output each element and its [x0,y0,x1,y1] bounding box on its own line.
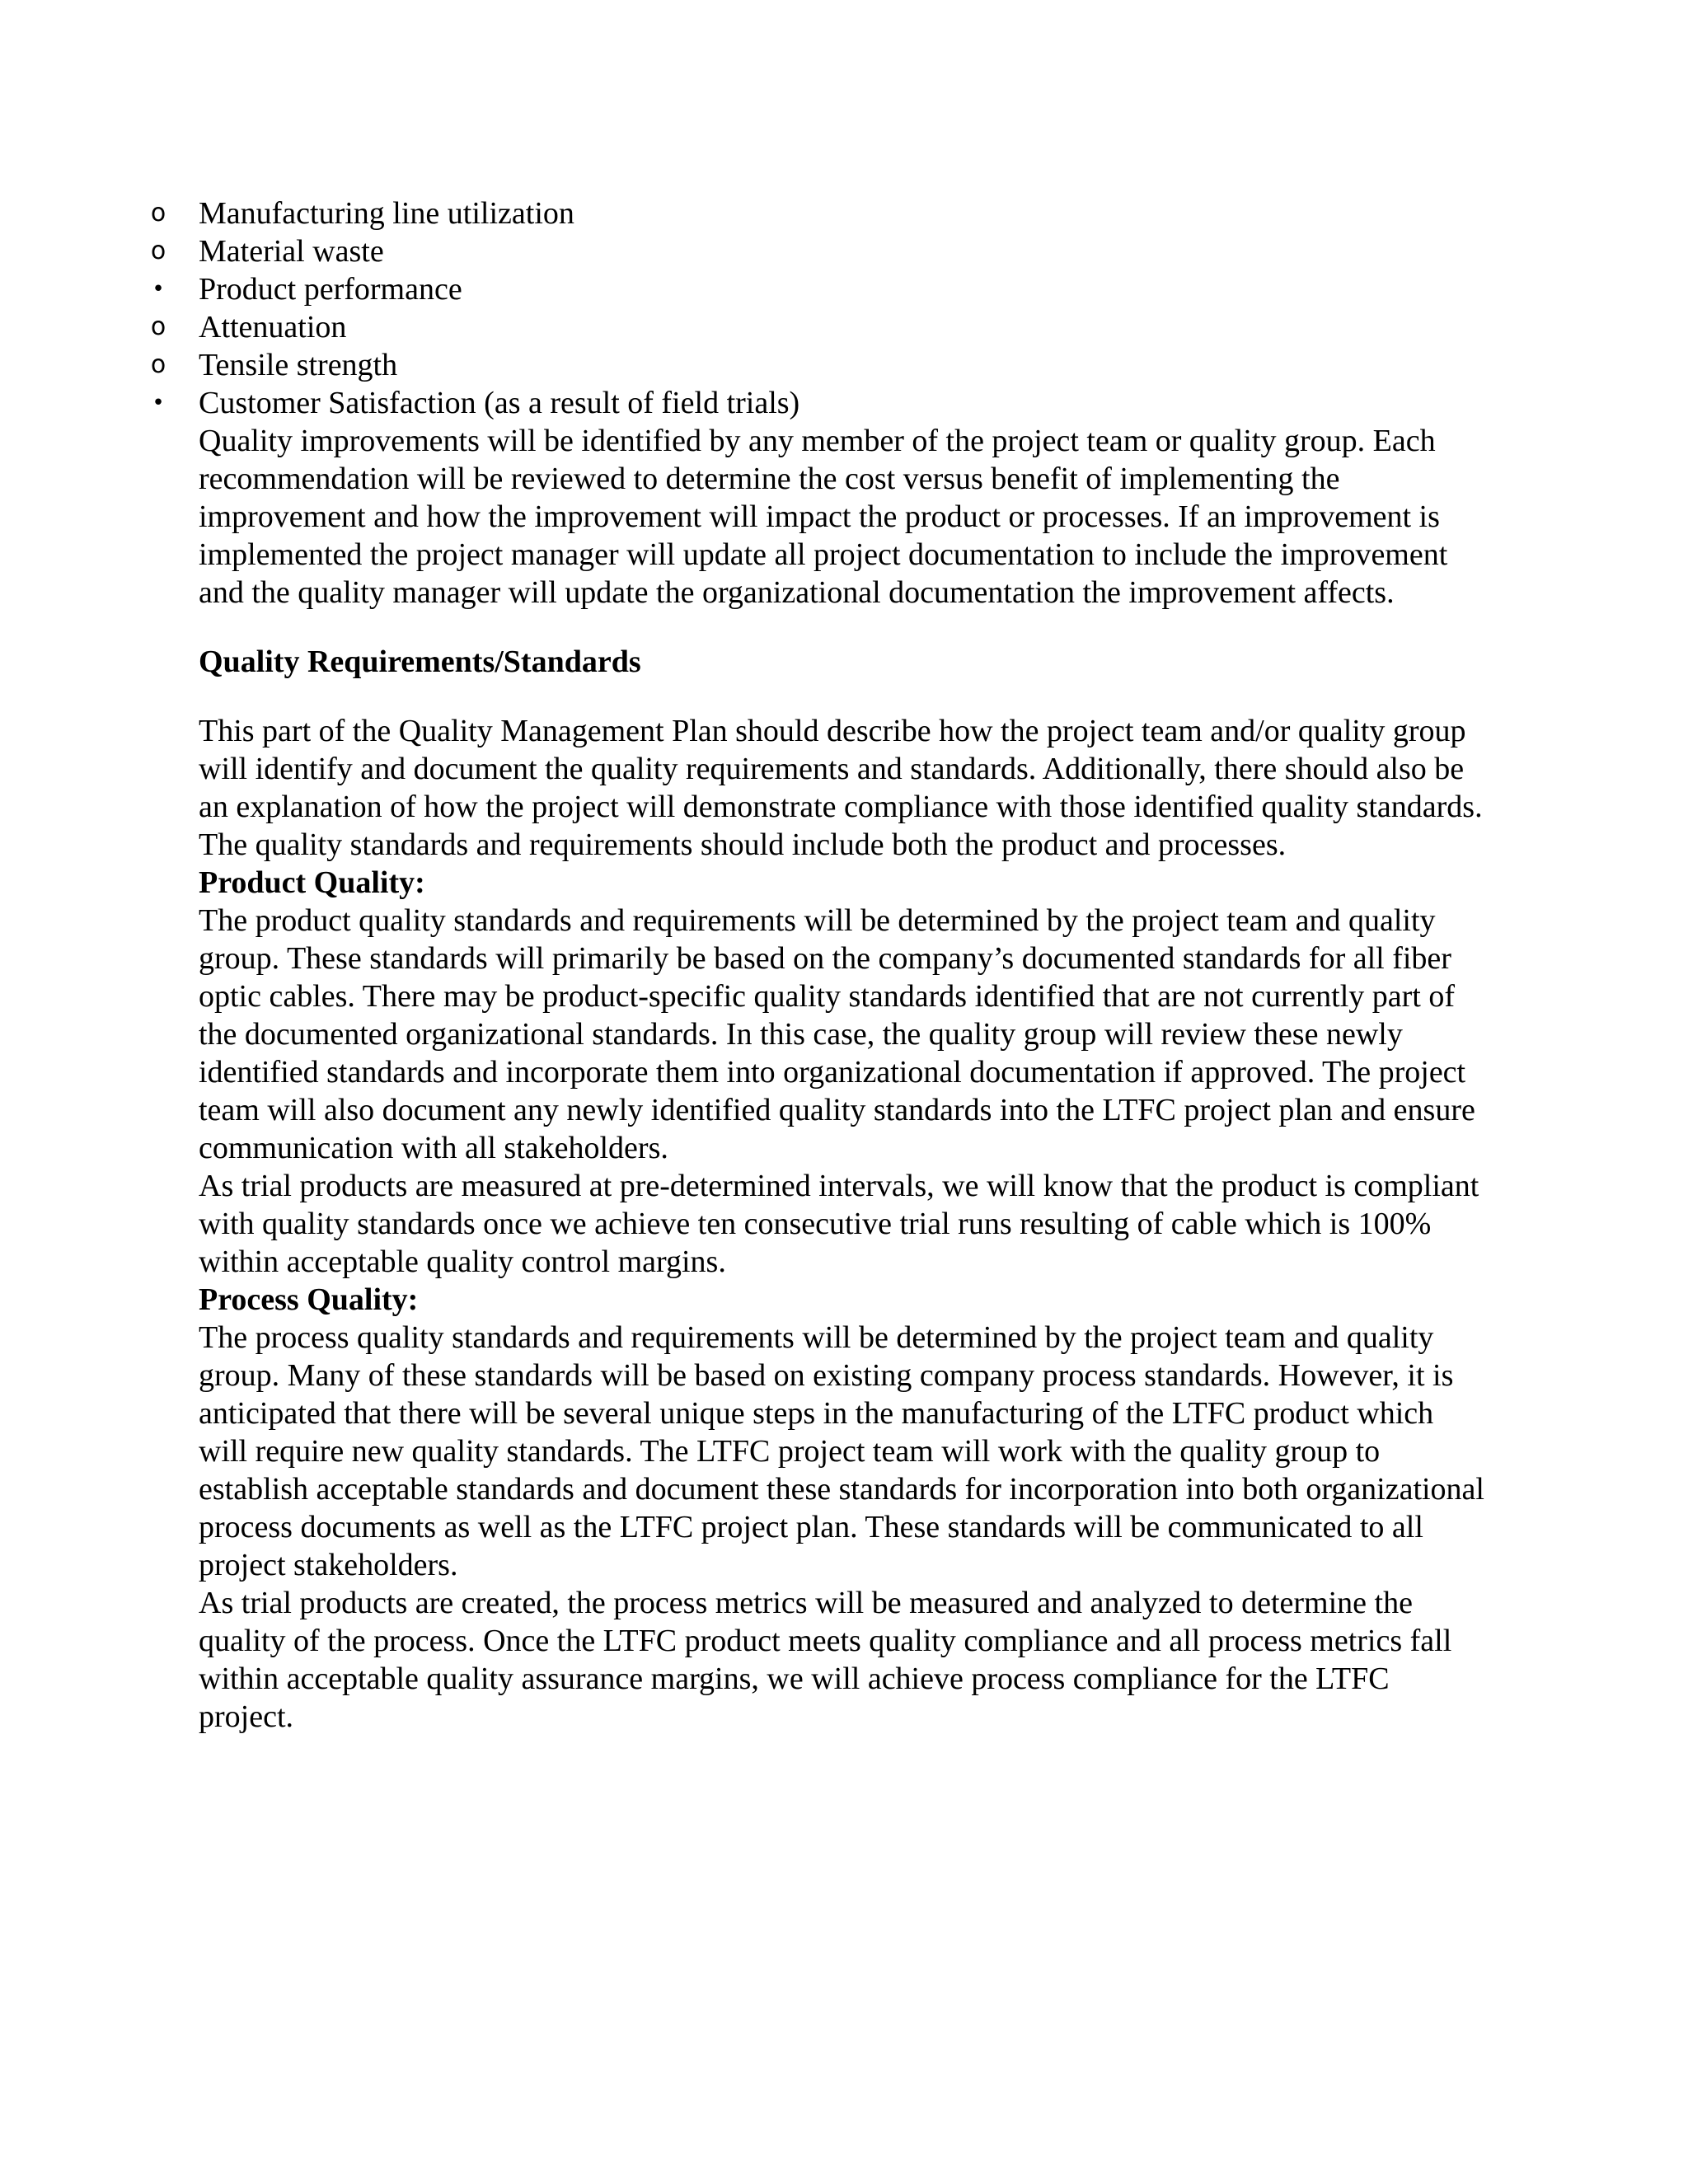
list-item-text: Product performance [199,272,462,307]
list-item [150,346,1484,384]
list-item [150,194,1484,232]
process-quality-heading: Process Quality: [199,1282,419,1317]
solid-bullet-icon: • [152,277,165,302]
list-item-text: Customer Satisfaction (as a result of field trials) [199,386,800,420]
hollow-bullet-icon: o [150,350,166,379]
list-item [152,384,1484,422]
solid-bullet-icon: • [152,391,165,415]
list-item-text: Material waste [199,234,384,269]
section-intro-paragraph: This part of the Quality Management Plan should describe how the project team and/or quality group will identify and document the quality requirements and standards. Additionally, there should also be an explanation of how the project will demonstrate compliance with those identified quality standards. The quality standards and requirements should include both the product and processes. [199,714,1483,862]
product-compliance-paragraph: As trial products are measured at pre-determined intervals, we will know that the product is compliant with quality standards once we achieve ten consecutive trial runs resulting of cable which is 100% within acceptable quality control margins. [199,1169,1479,1279]
improvement-paragraph: Quality improvements will be identified by any member of the project team or quality group. Each recommendation will be reviewed to determine the cost versus benefit of implementing the improvement and how the improvement will impact the product or processes. If an improvement is implemented the project manager will update all project documentation to include the improvement and the quality manager will update the organizational documentation the improvement affects. [199,424,1448,610]
process-quality-paragraph: The process quality standards and requirements will be determined by the project team and quality group. Many of these standards will be based on existing company process standards. However, it is anticipated that there will be several unique steps in the manufacturing of the LTFC product which will require new quality standards. The LTFC project team will work with the quality group to establish acceptable standards and document these standards for incorporation into both organizational process documents as well as the LTFC project plan. These standards will be communicated to all project stakeholders. [199,1320,1484,1582]
section-heading: Quality Requirements/Standards [199,644,641,679]
list-item-text: Tensile strength [199,348,398,382]
process-compliance-paragraph: As trial products are created, the process metrics will be measured and analyzed to determine the quality of the process. Once the LTFC product meets quality compliance and all process metrics fall within acceptable quality assurance margins, we will achieve process compliance for the LTFC project. [199,1586,1452,1734]
list-item [152,270,1484,308]
product-quality-heading: Product Quality: [199,865,425,900]
metrics-list [150,194,1484,422]
list-item-text: Attenuation [199,310,347,344]
page-content [150,194,1484,1736]
hollow-bullet-icon: o [150,199,166,227]
product-quality-paragraph: The product quality standards and requirements will be determined by the project team and quality group. These standards will primarily be based on the company’s documented standards for all fiber optic cables. There may be product-specific quality standards identified that are not currently part of the documented organizational standards. In this case, the quality group will review these newly identified standards and incorporate them into organizational documentation if approved. The project team will also document any newly identified quality standards into the LTFC project plan and ensure communication with all stakeholders. [199,903,1475,1165]
list-item-text: Manufacturing line utilization [199,196,574,231]
list-item [150,232,1484,270]
hollow-bullet-icon: o [150,237,166,265]
list-item [150,308,1484,346]
hollow-bullet-icon: o [150,312,166,341]
